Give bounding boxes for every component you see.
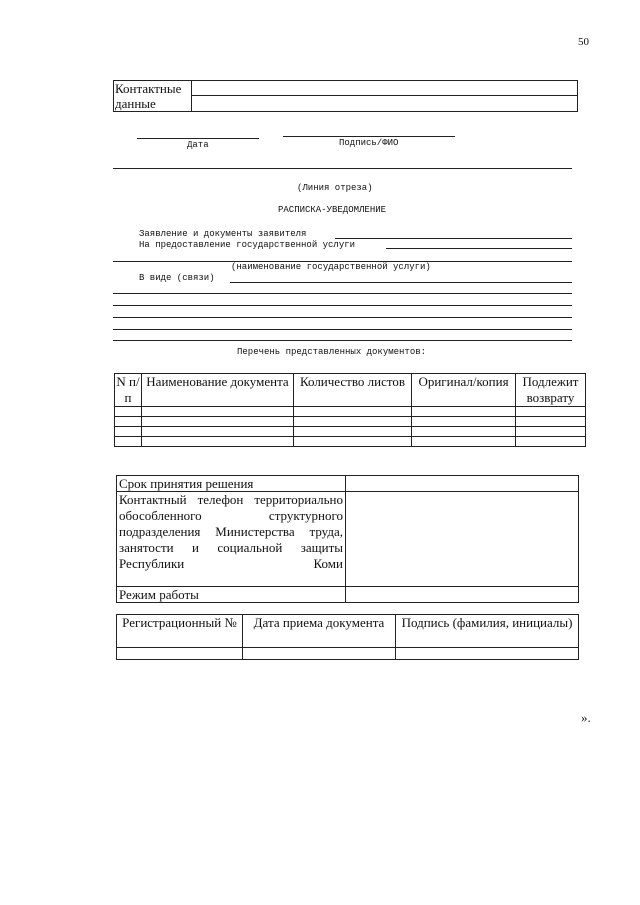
registration-table	[116, 614, 579, 660]
table-row	[115, 407, 586, 417]
contact-phone-label: Контактный телефон территориально обособленного структурного подразделения Министерства труда, занятости и социальной защиты Республики Коми	[117, 492, 346, 587]
decision-term-row	[117, 476, 579, 492]
date-line[interactable]	[137, 138, 259, 139]
blank-line-1[interactable]	[113, 293, 572, 294]
header-acceptance-date: Дата приема документа	[243, 615, 396, 648]
contacts-block	[113, 80, 578, 112]
table-row	[115, 427, 586, 437]
header-to-return: Подлежит возврату	[516, 374, 586, 407]
service-line-1[interactable]	[386, 248, 572, 249]
table-cell[interactable]	[142, 427, 294, 437]
service-caption: (наименование государственной услуги)	[231, 262, 431, 272]
signature-cell[interactable]	[396, 648, 579, 660]
registration-header-row	[117, 615, 579, 648]
table-cell[interactable]	[115, 407, 142, 417]
work-hours-label: Режим работы	[117, 587, 346, 603]
table-cell[interactable]	[516, 407, 586, 417]
applicant-line[interactable]	[335, 238, 572, 239]
blank-line-4[interactable]	[113, 329, 572, 330]
table-cell[interactable]	[294, 437, 412, 447]
table-row	[115, 437, 586, 447]
table-cell[interactable]	[412, 437, 516, 447]
table-cell[interactable]	[412, 407, 516, 417]
documents-caption: Перечень представленных документов:	[237, 347, 427, 357]
table-cell[interactable]	[516, 417, 586, 427]
signature-line[interactable]	[283, 136, 455, 137]
closing-quote-mark: ».	[581, 710, 591, 725]
header-document-name: Наименование документа	[142, 374, 294, 407]
table-cell[interactable]	[115, 417, 142, 427]
cut-line-label: (Линия отреза)	[297, 183, 373, 193]
contact-phone-row	[117, 492, 579, 587]
table-row	[115, 417, 586, 427]
blank-line-5[interactable]	[113, 340, 572, 341]
connection-line-1[interactable]	[230, 282, 572, 283]
table-cell[interactable]	[115, 437, 142, 447]
contact-phone-value[interactable]	[346, 492, 579, 587]
date-label: Дата	[187, 140, 209, 150]
cut-line	[113, 168, 572, 169]
receipt-line-3-label: В виде (связи)	[139, 273, 215, 283]
receipt-line-2-label: На предоставление государственной услуги	[139, 240, 356, 250]
table-cell[interactable]	[294, 427, 412, 437]
signature-label: Подпись/ФИО	[339, 138, 399, 148]
blank-line-3[interactable]	[113, 317, 572, 318]
header-number: N п/п	[116, 374, 140, 405]
decision-term-value[interactable]	[346, 476, 579, 492]
table-cell[interactable]	[142, 417, 294, 427]
decision-term-label: Срок принятия решения	[117, 476, 346, 492]
registration-number-cell[interactable]	[117, 648, 243, 660]
table-cell[interactable]	[294, 417, 412, 427]
table-cell[interactable]	[115, 427, 142, 437]
work-hours-row	[117, 587, 579, 603]
table-cell[interactable]	[516, 427, 586, 437]
table-cell[interactable]	[412, 417, 516, 427]
table-cell[interactable]	[142, 437, 294, 447]
info-table	[116, 475, 579, 603]
acceptance-date-cell[interactable]	[243, 648, 396, 660]
header-registration-number: Регистрационный №	[117, 615, 243, 648]
blank-line-2[interactable]	[113, 305, 572, 306]
contacts-input-line-1[interactable]	[192, 95, 577, 96]
receipt-line-1-label: Заявление и документы заявителя	[139, 229, 307, 239]
table-cell[interactable]	[412, 427, 516, 437]
table-cell[interactable]	[294, 407, 412, 417]
table-cell[interactable]	[516, 437, 586, 447]
header-original-copy: Оригинал/копия	[412, 374, 516, 407]
page-number: 50	[578, 36, 589, 48]
receipt-title: РАСПИСКА-УВЕДОМЛЕНИЕ	[278, 205, 387, 215]
work-hours-value[interactable]	[346, 587, 579, 603]
table-row	[117, 648, 579, 660]
contacts-label: Контактные данные	[115, 81, 192, 111]
header-signature: Подпись (фамилия, инициалы)	[396, 615, 579, 648]
header-sheet-count: Количество листов	[294, 374, 412, 407]
table-cell[interactable]	[142, 407, 294, 417]
documents-header-row	[115, 374, 586, 407]
documents-table	[114, 373, 586, 447]
